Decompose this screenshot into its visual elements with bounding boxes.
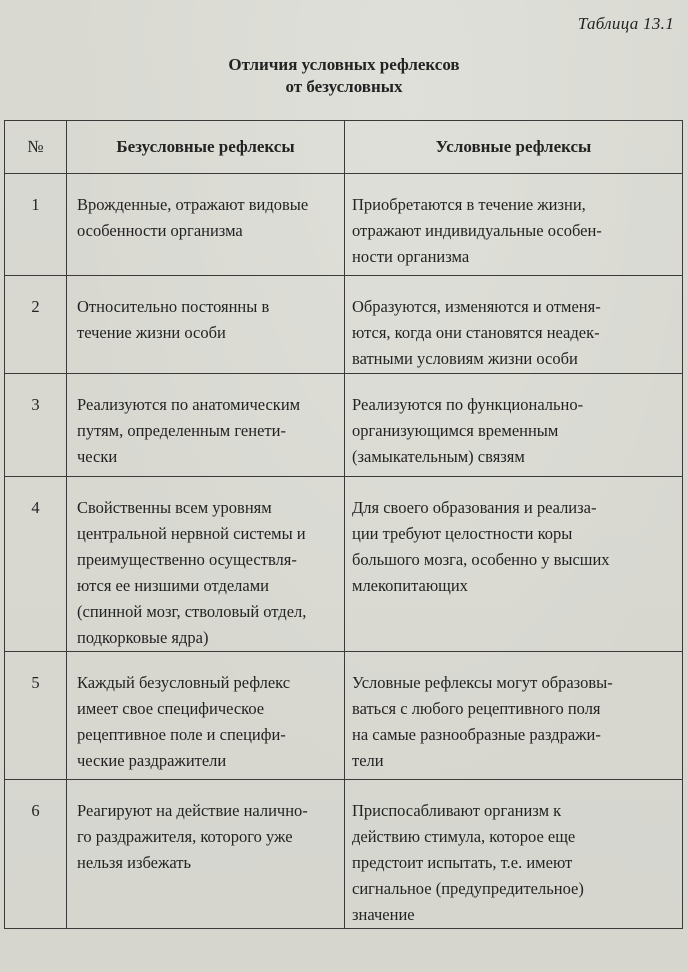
- header-unconditioned-reflexes: Безусловные рефлексы: [67, 121, 345, 174]
- conditioned-cell: [345, 477, 683, 652]
- conditioned-text: Для своего образования и реализа- ции требуют целостности коры большого мозга, особенно у высших млекопитающих: [352, 498, 610, 595]
- conditioned-cell: [345, 780, 683, 929]
- table-row: [5, 276, 683, 374]
- conditioned-cell: [345, 174, 683, 276]
- unconditioned-text: Реализуются по анатомическим путям, определенным генети- чески: [77, 395, 301, 466]
- table-title-line-2: от безусловных: [285, 77, 403, 96]
- conditioned-cell: [345, 652, 683, 780]
- conditioned-text: Условные рефлексы могут образовы- ваться с любого рецептивного поля на самые разнообразные раздражи- тели: [352, 673, 613, 770]
- header-conditioned-reflexes: Условные рефлексы: [345, 121, 683, 174]
- unconditioned-text: Каждый безусловный рефлекс имеет свое специфическое рецептивное поле и специфи- ческие раздражители: [77, 673, 291, 770]
- conditioned-text: Приобретаются в течение жизни, отражают индивидуальные особен- ности организма: [352, 195, 602, 266]
- row-number: 3: [5, 374, 67, 477]
- unconditioned-cell: [67, 374, 345, 477]
- table-row: [5, 174, 683, 276]
- conditioned-text: Образуются, изменяются и отменя- ются, когда они становятся неадек- ватными условиям жизни особи: [352, 297, 601, 368]
- row-number: 2: [5, 276, 67, 374]
- reflex-comparison-table: [4, 120, 683, 929]
- unconditioned-cell: [67, 477, 345, 652]
- table-title: [0, 54, 688, 98]
- row-number: 4: [5, 477, 67, 652]
- conditioned-text: Приспосабливают организм к действию стимула, которое еще предстоит испытать, т.е. имеют сигнальное (предупредительное) значение: [352, 801, 584, 924]
- unconditioned-cell: [67, 276, 345, 374]
- table-number-label: Таблица 13.1: [577, 14, 674, 33]
- unconditioned-text: Врожденные, отражают видовые особенности организма: [77, 195, 309, 240]
- conditioned-text: Реализуются по функционально- организующимся временным (замыкательным) связям: [352, 395, 584, 466]
- unconditioned-cell: [67, 174, 345, 276]
- conditioned-cell: [345, 374, 683, 477]
- conditioned-cell: [345, 276, 683, 374]
- table-row: [5, 780, 683, 929]
- unconditioned-text: Реагируют на действие налично- го раздражителя, которого уже нельзя избежать: [77, 801, 308, 872]
- unconditioned-cell: [67, 652, 345, 780]
- row-number: 1: [5, 174, 67, 276]
- row-number: 6: [5, 780, 67, 929]
- unconditioned-text: Относительно постоянны в течение жизни особи: [77, 297, 270, 342]
- unconditioned-text: Свойственны всем уровням центральной нервной системы и преимущественно осуществля- ются ее низшими отделами (спинной мозг, стволовый отдел, подкорковые ядра): [77, 498, 307, 647]
- table-row: [5, 374, 683, 477]
- table-row: [5, 477, 683, 652]
- row-number: 5: [5, 652, 67, 780]
- table-header-row: [5, 121, 683, 174]
- table-row: [5, 652, 683, 780]
- header-number: №: [5, 121, 67, 174]
- unconditioned-cell: [67, 780, 345, 929]
- table-title-line-1: Отличия условных рефлексов: [228, 55, 460, 74]
